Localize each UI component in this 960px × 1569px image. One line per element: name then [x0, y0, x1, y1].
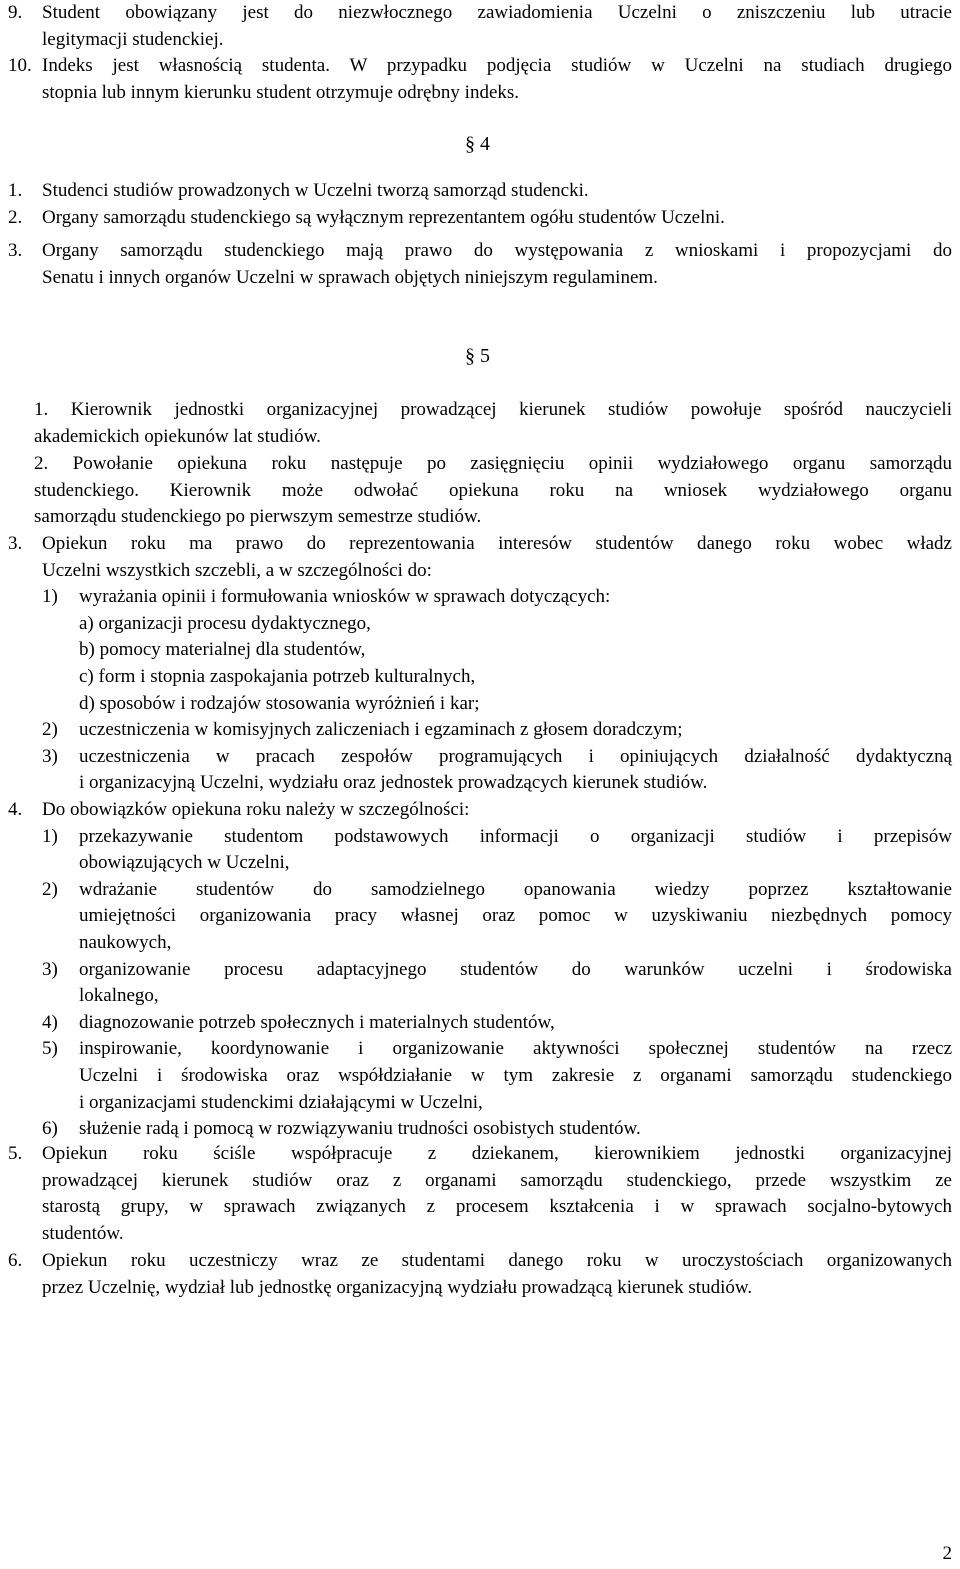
list-text: i organizacyjną Uczelni, wydziału oraz jednostek prowadzących kierunek studiów.	[79, 772, 708, 794]
list-text: naukowych,	[79, 931, 172, 953]
s5-para-2	[0, 451, 960, 531]
sublist-item: c) form i stopnia zaspokajania potrzeb kulturalnych,	[79, 665, 476, 687]
section-heading-5: § 5	[465, 345, 490, 367]
para-text: przez Uczelnię, wydział lub jednostkę organizacyjną wydziału prowadzącą kierunek studiów.	[42, 1276, 753, 1298]
para-text: 2. Powołanie opiekuna roku następuje po zasięgnięciu opinii wydziałowego organu samorządu	[34, 453, 952, 474]
sublist-item: d) sposobów i rodzajów stosowania wyróżnień i kar;	[79, 692, 480, 714]
list-number: 5)	[42, 1038, 58, 1060]
item-9	[0, 0, 960, 53]
list-number: 3)	[42, 745, 58, 767]
list-text: obowiązujących w Uczelni,	[79, 852, 290, 874]
s4-para-2	[0, 205, 960, 232]
list-text: i organizacjami studenckimi działającymi w Uczelni,	[79, 1091, 483, 1113]
para-text: Organy samorządu studenckiego są wyłącznym reprezentantem ogółu studentów Uczelni.	[42, 207, 725, 228]
para-text: prowadzącej kierunek studiów oraz z organami samorządu studenckiego, przede wszystkim ze	[42, 1169, 952, 1191]
s5-para-3	[0, 531, 960, 797]
page-number: 2	[942, 1543, 952, 1564]
item-number: 10.	[8, 55, 32, 76]
list-number: 2)	[42, 719, 58, 741]
para-text: Do obowiązków opiekuna roku należy w szczególności:	[42, 799, 470, 820]
para-text: samorządu studenckiego po pierwszym semestrze studiów.	[34, 506, 482, 528]
list-text: wdrażanie studentów do samodzielnego opanowania wiedzy poprzez kształtowanie	[79, 878, 952, 900]
list-text: inspirowanie, koordynowanie i organizowanie aktywności społecznej studentów na rzecz	[79, 1038, 952, 1060]
item-text: legitymacji studenckiej.	[42, 28, 224, 50]
item-10	[0, 53, 960, 106]
list-text: umiejętności organizowania pracy własnej oraz pomoc w uzyskiwaniu niezbędnych pomocy	[79, 905, 952, 927]
item-text: Indeks jest własnością studenta. W przypadku podjęcia studiów w Uczelni na studiach drugiego	[42, 55, 952, 76]
para-number: 3.	[8, 533, 23, 554]
list-text: uczestniczenia w komisyjnych zaliczeniach i egzaminach z głosem doradczym;	[79, 719, 683, 741]
para-text: studenckiego. Kierownik może odwołać opiekuna roku na wniosek wydziałowego organu	[34, 479, 952, 501]
list-text: lokalnego,	[79, 985, 159, 1007]
list-text: przekazywanie studentom podstawowych informacji o organizacji studiów i przepisów	[79, 825, 952, 847]
list-number: 3)	[42, 958, 58, 980]
list-text: Uczelni i środowiska oraz współdziałanie w tym zakresie z organami samorządu studenckiego	[79, 1064, 952, 1086]
para-number: 1.	[8, 180, 23, 201]
list-text: diagnozowanie potrzeb społecznych i materialnych studentów,	[79, 1011, 555, 1033]
s4-para-3	[0, 238, 960, 291]
list-text: wyrażania opinii i formułowania wniosków w sprawach dotyczących:	[79, 586, 611, 608]
para-text: Opiekun roku ściśle współpracuje z dziekanem, kierownikiem jednostki organizacyjnej	[42, 1143, 952, 1164]
para-text: Opiekun roku uczestniczy wraz ze studentami danego roku w uroczystościach organizowanych	[42, 1250, 952, 1271]
para-text: Uczelni wszystkich szczebli, a w szczególności do:	[42, 559, 432, 581]
s5-para-1	[0, 397, 960, 450]
para-text: 1. Kierownik jednostki organizacyjnej prowadzącej kierunek studiów powołuje spośród nauczycieli	[34, 399, 952, 420]
list-number: 1)	[42, 825, 58, 847]
para-text: akademickich opiekunów lat studiów.	[34, 425, 321, 447]
para-text: Senatu i innych organów Uczelni w sprawach objętych niniejszym regulaminem.	[42, 266, 658, 288]
list-number: 4)	[42, 1011, 58, 1033]
para-text: Studenci studiów prowadzonych w Uczelni tworzą samorząd studencki.	[42, 180, 589, 201]
list-number: 1)	[42, 586, 58, 608]
item-text: Student obowiązany jest do niezwłocznego zawiadomienia Uczelni o zniszczeniu lub utracie	[42, 2, 952, 23]
list-text: uczestniczenia w pracach zespołów programujących i opiniujących działalność dydaktyczną	[79, 745, 952, 767]
item-text: stopnia lub innym kierunku student otrzymuje odrębny indeks.	[42, 81, 520, 103]
para-number: 6.	[8, 1250, 23, 1271]
list-text: służenie radą i pomocą w rozwiązywaniu trudności osobistych studentów.	[79, 1118, 641, 1140]
para-number: 2.	[8, 207, 23, 228]
para-text: Organy samorządu studenckiego mają prawo do występowania z wnioskami i propozycjami do	[42, 240, 952, 261]
s5-para-4	[0, 797, 960, 1143]
item-number: 9.	[8, 2, 23, 23]
section-heading-4: § 4	[465, 133, 490, 155]
s5-para-5	[0, 1141, 960, 1247]
para-number: 3.	[8, 240, 23, 261]
sublist-item: a) organizacji procesu dydaktycznego,	[79, 612, 371, 634]
para-text: studentów.	[42, 1222, 124, 1244]
para-number: 4.	[8, 799, 23, 820]
sublist-item: b) pomocy materialnej dla studentów,	[79, 639, 366, 661]
s5-para-6	[0, 1248, 960, 1301]
para-number: 5.	[8, 1143, 23, 1164]
para-text: Opiekun roku ma prawo do reprezentowania interesów studentów danego roku wobec władz	[42, 533, 952, 554]
s4-para-1	[0, 178, 960, 205]
list-text: organizowanie procesu adaptacyjnego studentów do warunków uczelni i środowiska	[79, 958, 952, 980]
para-text: starostą grupy, w sprawach związanych z procesem kształcenia i w sprawach socjalno-bytowych	[42, 1196, 952, 1218]
list-number: 2)	[42, 878, 58, 900]
list-number: 6)	[42, 1118, 58, 1140]
